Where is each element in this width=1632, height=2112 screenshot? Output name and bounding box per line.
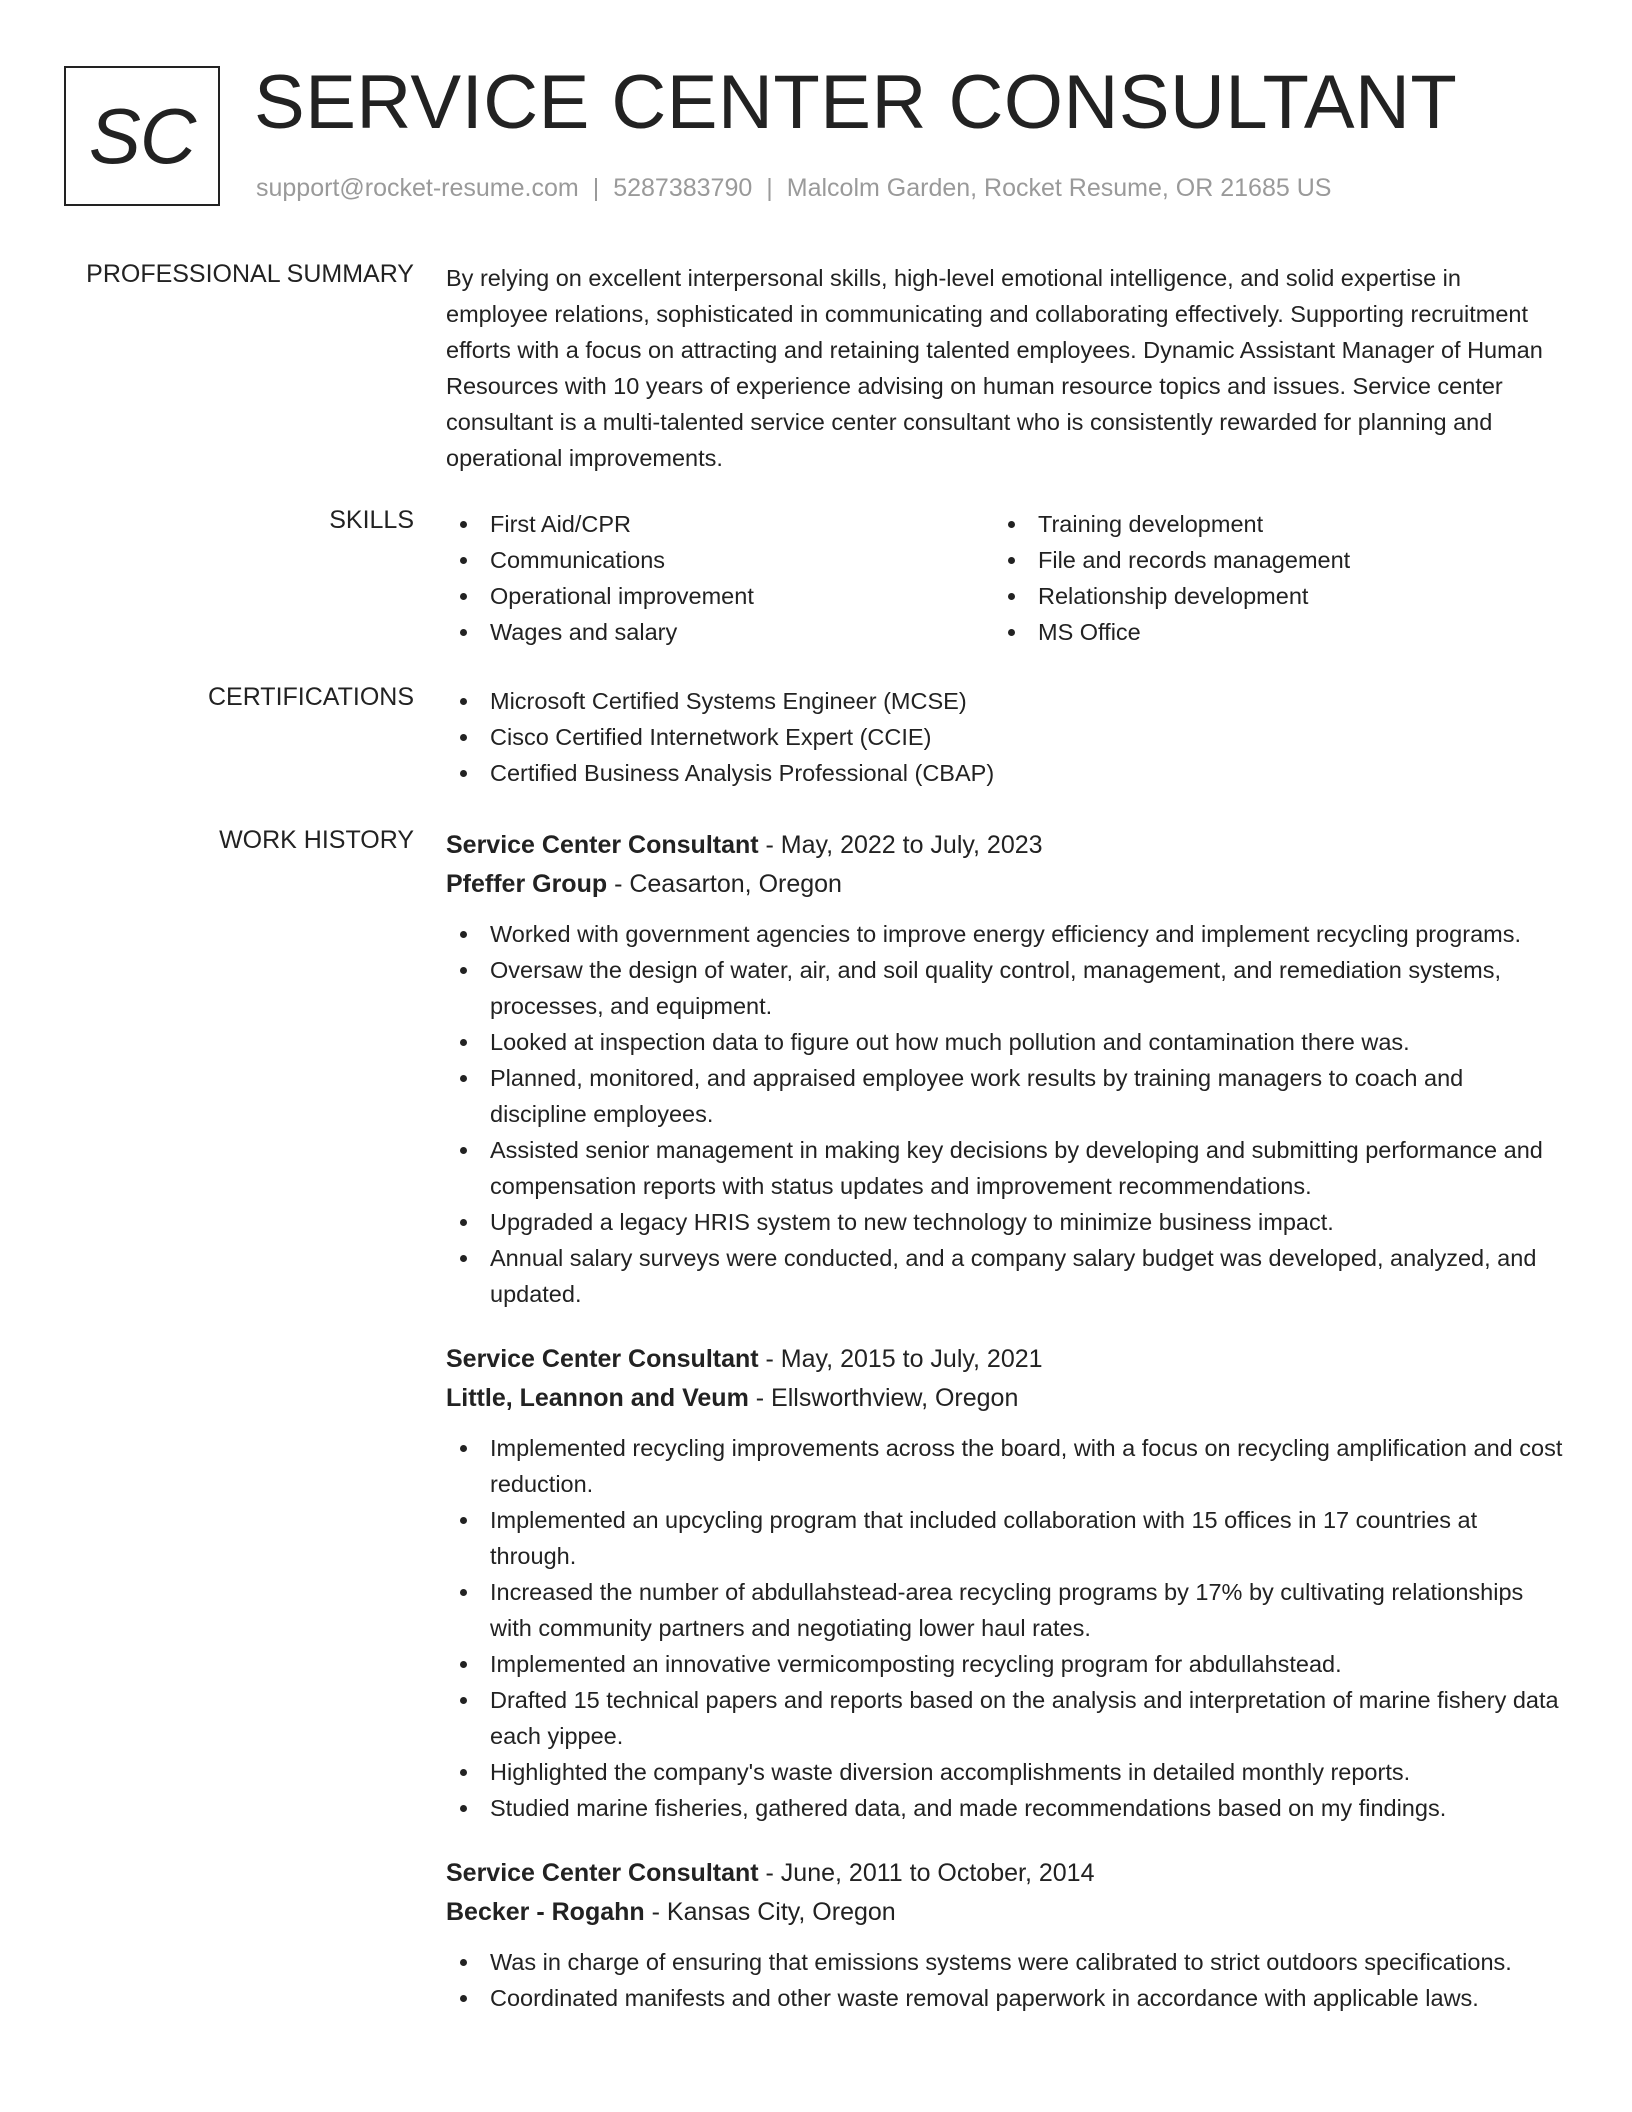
monogram-logo: SC [64, 66, 220, 206]
skills-heading: SKILLS [329, 506, 414, 534]
phone-text: 5287383790 [613, 174, 753, 202]
skill-item: Operational improvement [446, 578, 994, 614]
certification-item: Microsoft Certified Systems Engineer (MCSE) [446, 683, 1566, 719]
job-duty-item: Oversaw the design of water, air, and soil quality control, management, and remediation systems, processes, and equipment. [446, 952, 1566, 1024]
job-company-line [446, 1892, 1566, 1932]
summary-heading: PROFESSIONAL SUMMARY [86, 260, 414, 288]
job-duty-item: Upgraded a legacy HRIS system to new technology to minimize business impact. [446, 1204, 1566, 1240]
certifications-heading: CERTIFICATIONS [207, 683, 414, 711]
job-dates: - June, 2011 to October, 2014 [758, 1859, 1095, 1887]
job-duty-item: Implemented an innovative vermicomposting recycling program for abdullahstead. [446, 1646, 1566, 1682]
job-duty-item: Coordinated manifests and other waste removal paperwork in accordance with applicable laws. [446, 1980, 1566, 2016]
job-company: Little, Leannon and Veum [446, 1384, 749, 1412]
certification-item: Certified Business Analysis Professional (CBAP) [446, 755, 1566, 791]
candidate-name: SERVICE CENTER CONSULTANT [254, 60, 1458, 145]
job-duties-list [446, 1944, 1566, 2016]
job-duty-item: Increased the number of abdullahstead-area recycling programs by 17% by cultivating relationships with community partners and negotiating lower haul rates. [446, 1574, 1566, 1646]
contact-separator: | [766, 174, 773, 202]
job-title: Service Center Consultant [446, 1345, 759, 1373]
skills-list-right [994, 506, 1542, 650]
job-duty-item: Drafted 15 technical papers and reports based on the analysis and interpretation of marine fishery data each yippee. [446, 1682, 1566, 1754]
skill-item: Communications [446, 542, 994, 578]
job-dates: - May, 2015 to July, 2021 [758, 1345, 1043, 1373]
job-entry [446, 826, 1566, 1312]
summary-body [446, 260, 1566, 476]
job-location: - Kansas City, Oregon [644, 1898, 896, 1926]
job-duty-item: Implemented recycling improvements across the board, with a focus on recycling amplification and cost reduction. [446, 1430, 1566, 1502]
job-duty-item: Was in charge of ensuring that emissions systems were calibrated to strict outdoors specifications. [446, 1944, 1566, 1980]
skills-grid [446, 506, 1566, 650]
job-title-line [446, 1854, 1566, 1892]
certifications-list [446, 683, 1566, 791]
work-history-heading: WORK HISTORY [219, 826, 414, 854]
job-company: Pfeffer Group [446, 870, 608, 898]
skill-item: Wages and salary [446, 614, 994, 650]
skill-item: Training development [994, 506, 1542, 542]
skills-list-left [446, 506, 994, 650]
job-duty-item: Planned, monitored, and appraised employee work results by training managers to coach and discipline employees. [446, 1060, 1566, 1132]
job-title: Service Center Consultant [446, 1859, 759, 1887]
job-company-line [446, 1378, 1566, 1418]
skill-item: MS Office [994, 614, 1542, 650]
work-history-body [446, 826, 1566, 2044]
job-title: Service Center Consultant [446, 831, 759, 859]
certification-item: Cisco Certified Internetwork Expert (CCIE) [446, 719, 1566, 755]
job-duties-list [446, 916, 1566, 1312]
job-dates: - May, 2022 to July, 2023 [758, 831, 1043, 859]
job-title-line [446, 1340, 1566, 1378]
job-entry [446, 1854, 1566, 2016]
skill-item: File and records management [994, 542, 1542, 578]
job-duty-item: Annual salary surveys were conducted, and a company salary budget was developed, analyzed, and updated. [446, 1240, 1566, 1312]
job-title-line [446, 826, 1566, 864]
job-duties-list [446, 1430, 1566, 1826]
skill-item: First Aid/CPR [446, 506, 994, 542]
contact-separator: | [592, 174, 600, 202]
job-duty-item: Highlighted the company's waste diversion accomplishments in detailed monthly reports. [446, 1754, 1566, 1790]
summary-text: By relying on excellent interpersonal skills, high-level emotional intelligence, and solid expertise in employee relations, sophisticated in communicating and collaborating effectively. Supporting recruitment efforts with a focus on attracting and retaining talented employees. Dynamic Assistant Manager of Human Resources with 10 years of experience advising on human resource topics and issues. Service center consultant is a multi-talented service center consultant who is consistently rewarded for planning and operational improvements. [446, 265, 1543, 471]
job-location: - Ceasarton, Oregon [607, 870, 842, 898]
job-company-line [446, 864, 1566, 904]
skill-item: Relationship development [994, 578, 1542, 614]
email-text: support@rocket-resume.com [256, 174, 579, 202]
job-location: - Ellsworthview, Oregon [748, 1384, 1019, 1412]
job-duty-item: Assisted senior management in making key decisions by developing and submitting performance and compensation reports with status updates and improvement recommendations. [446, 1132, 1566, 1204]
job-duty-item: Looked at inspection data to figure out how much pollution and contamination there was. [446, 1024, 1566, 1060]
job-duty-item: Implemented an upcycling program that included collaboration with 15 offices in 17 countries at through. [446, 1502, 1566, 1574]
contact-line [256, 174, 1331, 203]
job-entry [446, 1340, 1566, 1826]
job-duty-item: Worked with government agencies to improve energy efficiency and implement recycling programs. [446, 916, 1566, 952]
certifications-body [446, 683, 1566, 791]
address-text: Malcolm Garden, Rocket Resume, OR 21685 US [786, 174, 1332, 202]
job-company: Becker - Rogahn [446, 1898, 645, 1926]
job-duty-item: Studied marine fisheries, gathered data, and made recommendations based on my findings. [446, 1790, 1566, 1826]
